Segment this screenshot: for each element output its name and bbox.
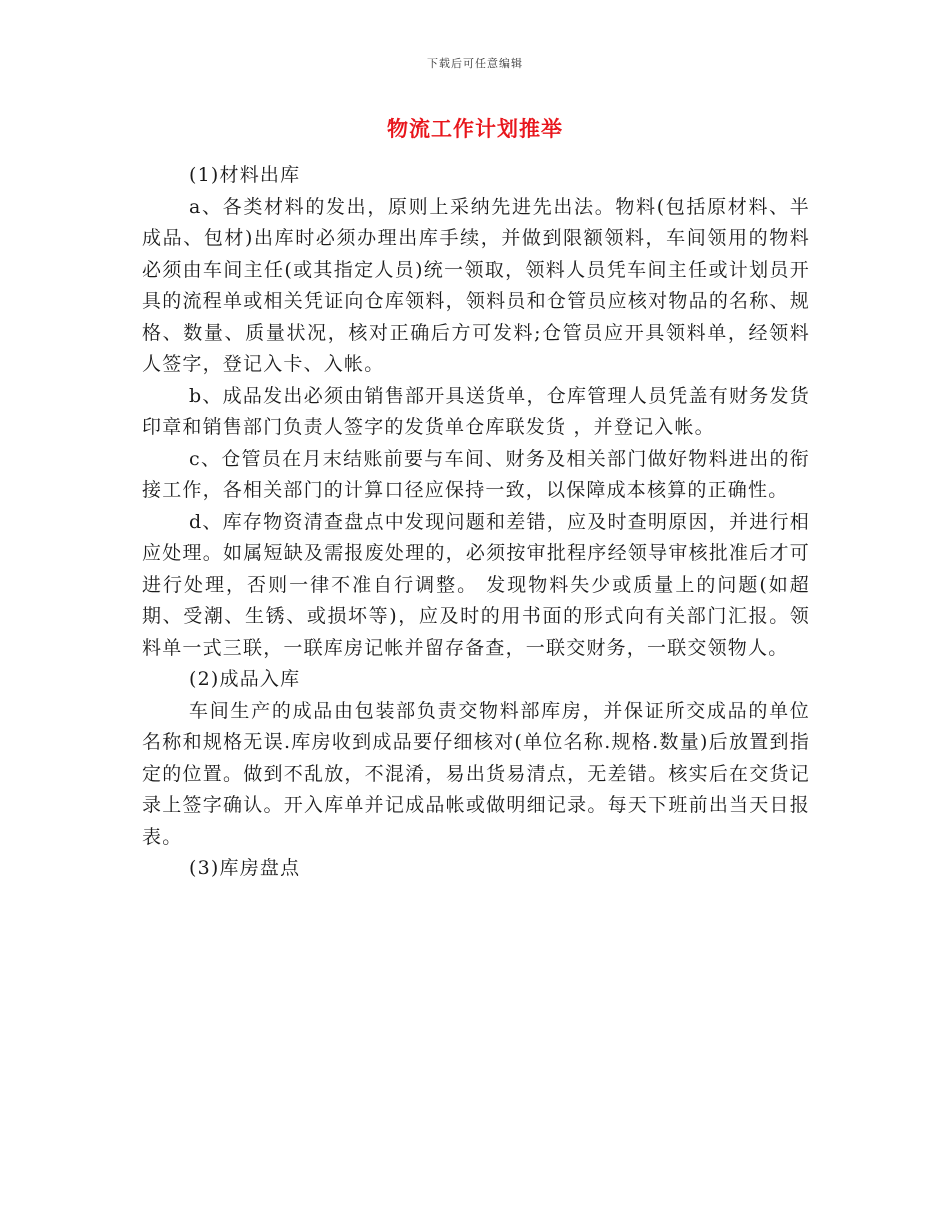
page-header-note: 下载后可任意编辑 — [427, 57, 523, 70]
paragraph-b: b、成品发出必须由销售部开具送货单，仓库管理人员凭盖有财务发货印章和销售部门负责人签字的发货单仓库联发货 ，并登记入帐。 — [142, 384, 810, 438]
paragraph-c: c、仓管员在月末结账前要与车间、财务及相关部门做好物料进出的衔接工作，各相关部门的计算口径应保持一致，以保障成本核算的正确性。 — [142, 447, 810, 501]
paragraph-a: a、各类材料的发出，原则上采纳先进先出法。物料(包括原材料、半成品、包材)出库时必须办理出库手续，并做到限额领料，车间领用的物料必须由车间主任(或其指定人员)统一领取，领料人员凭车间主任或计划员开具的流程单或相关凭证向仓库领料，领料员和仓管员应核对物品的名称、规格、数量、质量状况，核对正确后方可发料;仓管员应开具领料单，经领料人签字，登记入卡、入帐。 — [142, 195, 810, 375]
section-heading-inventory-count: (3)库房盘点 — [189, 857, 301, 879]
paragraph-d: d、库存物资清查盘点中发现问题和差错，应及时查明原因，并进行相应处理。如属短缺及需报废处理的，必须按审批程序经领导审核批准后才可进行处理，否则一律不准自行调整。 发现物料失少或质量上的问题(如超期、受潮、生锈、或损坏等)，应及时的用书面的形式向有关部门汇报。领料单一式三联，一联库房记帐并留存备查，一联交财务，一联交领物人。 — [142, 510, 810, 659]
document-title: 物流工作计划推举 — [387, 116, 563, 141]
paragraph-product-inbound: 车间生产的成品由包装部负责交物料部库房，并保证所交成品的单位名称和规格无误.库房收到成品要仔细核对(单位名称.规格.数量)后放置到指定的位置。做到不乱放，不混淆，易出货易清点，无差错。核实后在交货记录上签字确认。开入库单并记成品帐或做明细记录。每天下班前出当天日报表。 — [142, 699, 810, 848]
document-body — [142, 160, 810, 885]
section-heading-product-inbound: (2)成品入库 — [189, 668, 301, 690]
section-heading-material-outbound: (1)材料出库 — [189, 164, 301, 186]
